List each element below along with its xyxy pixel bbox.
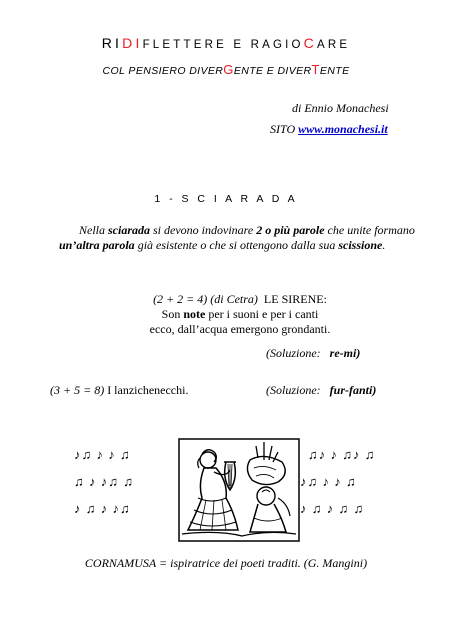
riddle-2: [50, 383, 188, 398]
intro-paragraph: [59, 223, 415, 253]
riddle-2-text: I lanzichenecchi.: [107, 383, 189, 397]
intro-bold-altra-parola: un’altra parola: [59, 238, 135, 252]
music-notes-right-2: ♪♫ ♪ ♪ ♫: [300, 474, 357, 489]
music-notes-right-3: ♪ ♫ ♪ ♫ ♫: [300, 501, 365, 516]
intro-bold-sciarada: sciarada: [108, 223, 150, 237]
intro-bold-parole: 2 o più parole: [256, 223, 325, 237]
riddle-1-heading: [120, 292, 360, 307]
subtitle-part-1: COL PENSIERO DIVER: [102, 65, 224, 77]
intro-bold-scissione: scissione: [338, 238, 383, 252]
riddle-1-line-1: [120, 307, 360, 322]
title-part-4: C: [303, 35, 317, 51]
riddle-1-solution-value: re-mi): [329, 346, 361, 360]
riddle-2-solution-label: (Soluzione:: [266, 383, 321, 397]
intro-text-1: Nella: [79, 223, 108, 237]
riddle-2-solution-value: fur-fanti): [329, 383, 377, 397]
caption: CORNAMUSA = ispiratrice dei poeti traditi. (G. Mangini): [84, 556, 368, 570]
intro-text-5: .: [382, 238, 386, 252]
title-part-3: FLETTERE E RAGIO: [142, 39, 304, 51]
music-notes-left-3: ♪ ♫ ♪ ♪♫: [74, 501, 131, 516]
site-link[interactable]: www.monachesi.it: [298, 122, 388, 136]
riddle-1-solution: [266, 346, 360, 361]
author-line: di Ennio Monachesi: [292, 101, 389, 115]
riddle-1-line-1-a: Son: [161, 307, 184, 321]
subtitle-part-2: G: [223, 62, 234, 77]
music-notes-left-2: ♫ ♪ ♪♫ ♫: [74, 474, 134, 489]
intro-text-3: che unite formano: [324, 223, 415, 237]
site-label: SITO: [270, 122, 296, 136]
riddle-1-line-1-c: per i suoni e per i canti: [205, 307, 319, 321]
music-notes-left-1: ♪♫ ♪ ♪ ♫: [74, 447, 131, 462]
intro-text-2: si devono indovinare: [150, 223, 257, 237]
page-subtitle: [0, 62, 452, 77]
subtitle-part-5: ENTE: [319, 65, 350, 77]
riddle-1-solution-label: (Soluzione:: [266, 346, 321, 360]
music-notes-right-1: ♫♪ ♪ ♫♪ ♫: [308, 447, 376, 462]
title-part-1: RI: [101, 35, 123, 51]
riddle-1-verse: [120, 292, 360, 337]
riddle-1-line-2: ecco, dall’acqua emergono grondanti.: [149, 322, 331, 336]
subtitle-part-3: ENTE E DIVER: [233, 65, 312, 77]
intro-text-4: già esistente o che si ottengono dalla sua: [134, 238, 339, 252]
title-part-2: DI: [122, 35, 143, 51]
section-title: 1 - S C I A R A D A: [154, 193, 298, 205]
title-part-5: ARE: [316, 39, 351, 51]
riddle-2-solution: [266, 383, 376, 398]
page-title: [0, 35, 452, 51]
riddle-1-formula: (2 + 2 = 4) (di Cetra): [153, 292, 258, 306]
riddle-1-bold-note: note: [183, 307, 206, 321]
site-line: [270, 122, 388, 137]
siren-lyre-illustration: [178, 438, 300, 542]
riddle-1-title: LE SIRENE:: [263, 292, 327, 306]
riddle-2-formula: (3 + 5 = 8): [50, 383, 105, 397]
subtitle-part-4: T: [311, 62, 320, 77]
